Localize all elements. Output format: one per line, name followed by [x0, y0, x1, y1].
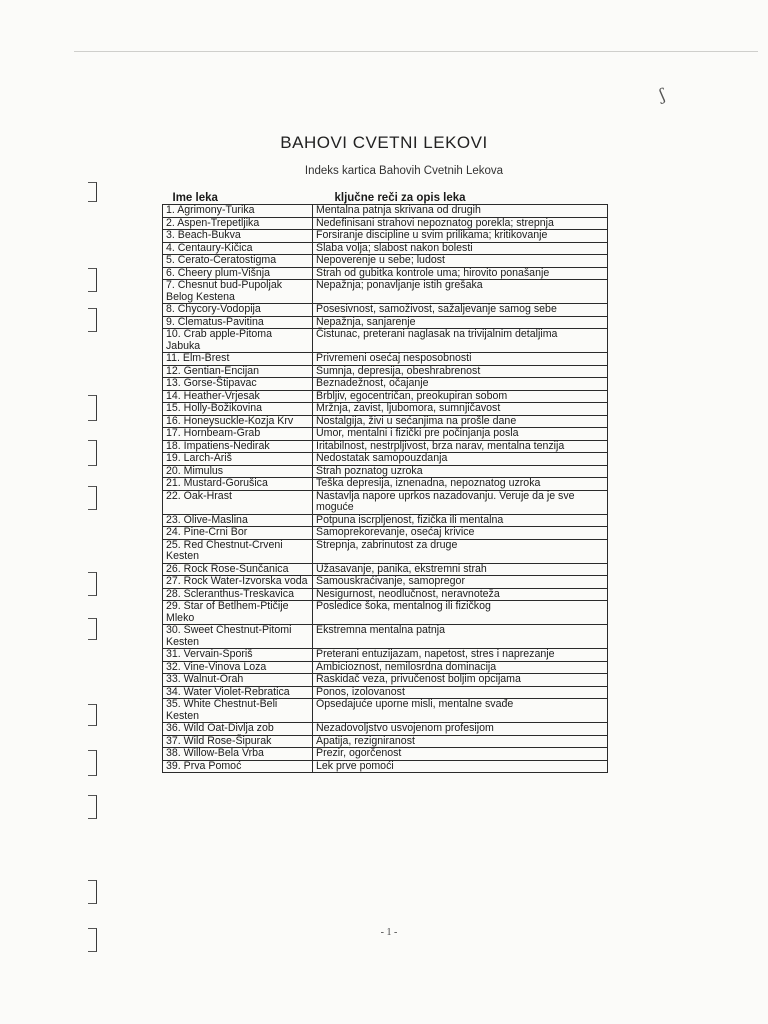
table-row	[163, 255, 608, 268]
table-row	[163, 230, 608, 243]
binder-mark	[88, 572, 97, 596]
remedy-name-cell: 34. Water Violet-Rebratica	[163, 686, 313, 699]
remedy-name-cell: 5. Cerato-Ceratostigma	[163, 255, 313, 268]
table-row	[163, 649, 608, 662]
remedy-keywords-cell: Teška depresija, iznenadna, nepoznatog uzroka	[313, 478, 608, 491]
remedy-keywords-cell: Raskidač veza, privučenost boljim opcijama	[313, 674, 608, 687]
remedy-keywords-cell: Ponos, izolovanost	[313, 686, 608, 699]
remedy-name-cell: 35. White Chestnut-Beli Kesten	[163, 699, 313, 723]
remedy-name-cell: 3. Beach-Bukva	[163, 230, 313, 243]
remedy-keywords-cell: Strah od gubitka kontrole uma; hirovito ponašanje	[313, 267, 608, 280]
table-row	[163, 390, 608, 403]
remedy-name-cell: 1. Agrimony-Turika	[163, 205, 313, 218]
remedy-keywords-cell: Sumnja, depresija, obeshrabrenost	[313, 365, 608, 378]
table-row	[163, 514, 608, 527]
remedy-keywords-cell: Nostalgija, živi u sećanjima na prošle dane	[313, 415, 608, 428]
remedy-name-cell: 31. Vervain-Sporiš	[163, 649, 313, 662]
remedy-name-cell: 29. Star of Betlhem-Ptičije Mleko	[163, 601, 313, 625]
remedy-name-cell: 33. Walnut-Orah	[163, 674, 313, 687]
document-title: BAHOVI CVETNI LEKOVI	[280, 133, 488, 152]
binder-mark	[88, 182, 97, 202]
table-row	[163, 217, 608, 230]
binder-mark	[88, 618, 97, 640]
table-row	[163, 465, 608, 478]
remedy-keywords-cell: Umor, mentalni i fizički pre počinjanja posla	[313, 428, 608, 441]
binder-mark	[88, 268, 97, 292]
remedy-keywords-cell: Nedefinisani strahovi nepoznatog porekla; strepnja	[313, 217, 608, 230]
binder-mark	[88, 795, 97, 819]
remedy-name-cell: 14. Heather-Vrjesak	[163, 390, 313, 403]
remedy-name-cell: 9. Clematus-Pavitina	[163, 316, 313, 329]
remedy-name-cell: 37. Wild Rose-Šipurak	[163, 735, 313, 748]
remedy-name-cell: 4. Centaury-Kičica	[163, 242, 313, 255]
table-row	[163, 280, 608, 304]
remedy-keywords-cell: Slaba volja; slabost nakon bolesti	[313, 242, 608, 255]
table-row	[163, 625, 608, 649]
remedy-keywords-cell: Čistunac, preterani naglasak na trivijalnim detaljima	[313, 329, 608, 353]
remedy-keywords-cell: Samouskraćivanje, samopregor	[313, 576, 608, 589]
remedy-name-cell: 32. Vine-Vinova Loza	[163, 661, 313, 674]
remedy-keywords-cell: Ambicioznost, nemilosrdna dominacija	[313, 661, 608, 674]
remedy-keywords-cell: Nedostatak samopouzdanja	[313, 453, 608, 466]
remedy-name-cell: 36. Wild Oat-Divlja zob	[163, 723, 313, 736]
remedy-table	[162, 192, 608, 773]
document-subtitle: Indeks kartica Bahovih Cvetnih Lekova	[304, 165, 504, 177]
remedy-keywords-cell: Lek prve pomoći	[313, 760, 608, 773]
remedy-name-cell: 22. Oak-Hrast	[163, 490, 313, 514]
table-row	[163, 403, 608, 416]
remedy-name-cell: 10. Crab apple-Pitoma Jabuka	[163, 329, 313, 353]
table-row	[163, 674, 608, 687]
remedy-keywords-cell: Opsedajuće uporne misli, mentalne svađe	[313, 699, 608, 723]
remedy-name-cell: 7. Chesnut bud-Pupoljak Belog Kestena	[163, 280, 313, 304]
table-row	[163, 686, 608, 699]
remedy-name-cell: 39. Prva Pomoć	[163, 760, 313, 773]
binder-mark	[88, 880, 97, 904]
remedy-name-cell: 6. Cheery plum-Višnja	[163, 267, 313, 280]
column-header-keywords: ključne reči za opis leka	[334, 192, 466, 204]
table-row	[163, 661, 608, 674]
binder-mark	[88, 395, 97, 421]
remedy-keywords-cell: Nepažnja, sanjarenje	[313, 316, 608, 329]
table-row	[163, 527, 608, 540]
remedy-name-cell: 13. Gorse-Štipavac	[163, 378, 313, 391]
remedy-name-cell: 16. Honeysuckle-Kozja Krv	[163, 415, 313, 428]
remedy-name-cell: 2. Aspen-Trepetljika	[163, 217, 313, 230]
binder-mark	[88, 486, 97, 510]
table-row	[163, 365, 608, 378]
remedy-keywords-cell: Mržnja, zavist, ljubomora, sumnjičavost	[313, 403, 608, 416]
table-header-row	[163, 192, 608, 205]
binder-mark	[88, 440, 97, 466]
remedy-name-cell: 27. Rock Water-Izvorska voda	[163, 576, 313, 589]
remedy-keywords-cell: Nastavlja napore uprkos nazadovanju. Veruje da je sve moguće	[313, 490, 608, 514]
table-row	[163, 304, 608, 317]
remedy-keywords-cell: Posledice šoka, mentalnog ili fizičkog	[313, 601, 608, 625]
remedy-keywords-cell: Privremeni osećaj nesposobnosti	[313, 353, 608, 366]
table-row	[163, 316, 608, 329]
remedy-keywords-cell: Nesigurnost, neodlučnost, neravnoteža	[313, 588, 608, 601]
table-row	[163, 378, 608, 391]
table-row	[163, 428, 608, 441]
table-row	[163, 563, 608, 576]
remedy-keywords-cell: Nepoverenje u sebe; ludost	[313, 255, 608, 268]
table-row	[163, 353, 608, 366]
remedy-keywords-cell: Forsiranje discipline u svim prilikama; kritikovanje	[313, 230, 608, 243]
table-row	[163, 723, 608, 736]
remedy-name-cell: 30. Sweet Chestnut-Pitomi Kesten	[163, 625, 313, 649]
binder-mark	[88, 704, 97, 726]
remedy-keywords-cell: Mentalna patnja skrivana od drugih	[313, 205, 608, 218]
table-row	[163, 205, 608, 218]
remedy-name-cell: 17. Hornbeam-Grab	[163, 428, 313, 441]
remedy-keywords-cell: Užasavanje, panika, ekstremni strah	[313, 563, 608, 576]
table-row	[163, 748, 608, 761]
binder-mark	[88, 308, 97, 332]
remedy-name-cell: 8. Chycory-Vodopija	[163, 304, 313, 317]
remedy-keywords-cell: Nezadovoljstvo usvojenom profesijom	[313, 723, 608, 736]
table-row	[163, 453, 608, 466]
remedy-table-container	[162, 192, 607, 773]
remedy-name-cell: 19. Larch-Ariš	[163, 453, 313, 466]
remedy-name-cell: 25. Red Chestnut-Crveni Kesten	[163, 539, 313, 563]
table-row	[163, 242, 608, 255]
remedy-keywords-cell: Preterani entuzijazam, napetost, stres i naprezanje	[313, 649, 608, 662]
page-number: - 1 -	[380, 927, 398, 938]
table-row	[163, 490, 608, 514]
remedy-name-cell: 15. Holly-Božikovina	[163, 403, 313, 416]
table-row	[163, 760, 608, 773]
remedy-name-cell: 21. Mustard-Gorušica	[163, 478, 313, 491]
remedy-name-cell: 38. Willow-Bela Vrba	[163, 748, 313, 761]
remedy-keywords-cell: Nepažnja; ponavljanje istih grešaka	[313, 280, 608, 304]
remedy-name-cell: 28. Scleranthus-Treskavica	[163, 588, 313, 601]
table-row	[163, 415, 608, 428]
table-row	[163, 735, 608, 748]
remedy-keywords-cell: Strepnja, zabrinutost za druge	[313, 539, 608, 563]
remedy-name-cell: 26. Rock Rose-Sunčanica	[163, 563, 313, 576]
remedy-keywords-cell: Samoprekorevanje, osećaj krivice	[313, 527, 608, 540]
binder-mark	[88, 750, 97, 776]
remedy-keywords-cell: Posesivnost, samoživost, sažaljevanje samog sebe	[313, 304, 608, 317]
remedy-name-cell: 11. Elm-Brest	[163, 353, 313, 366]
table-body	[163, 205, 608, 773]
page-edge-line	[74, 51, 758, 52]
table-row	[163, 588, 608, 601]
remedy-keywords-cell: Prezir, ogorčenost	[313, 748, 608, 761]
column-header-name: Ime leka	[172, 192, 218, 204]
remedy-keywords-cell: Ekstremna mentalna patnja	[313, 625, 608, 649]
table-row	[163, 699, 608, 723]
table-row	[163, 576, 608, 589]
table-row	[163, 478, 608, 491]
handwritten-corner-mark: ʃ	[657, 84, 667, 105]
remedy-keywords-cell: Brbljiv, egocentričan, preokupiran sobom	[313, 390, 608, 403]
remedy-name-cell: 23. Olive-Maslina	[163, 514, 313, 527]
remedy-keywords-cell: Iritabilnost, nestrpljivost, brza narav, mentalna tenzija	[313, 440, 608, 453]
remedy-keywords-cell: Potpuna iscrpljenost, fizička ili mentalna	[313, 514, 608, 527]
remedy-name-cell: 24. Pine-Crni Bor	[163, 527, 313, 540]
remedy-name-cell: 20. Mimulus	[163, 465, 313, 478]
table-row	[163, 440, 608, 453]
table-row	[163, 329, 608, 353]
table-row	[163, 539, 608, 563]
remedy-keywords-cell: Strah poznatog uzroka	[313, 465, 608, 478]
remedy-keywords-cell: Beznadežnost, očajanje	[313, 378, 608, 391]
remedy-name-cell: 18. Impatiens-Nedirak	[163, 440, 313, 453]
remedy-name-cell: 12. Gentian-Encijan	[163, 365, 313, 378]
table-row	[163, 267, 608, 280]
remedy-keywords-cell: Apatija, rezigniranost	[313, 735, 608, 748]
table-row	[163, 601, 608, 625]
